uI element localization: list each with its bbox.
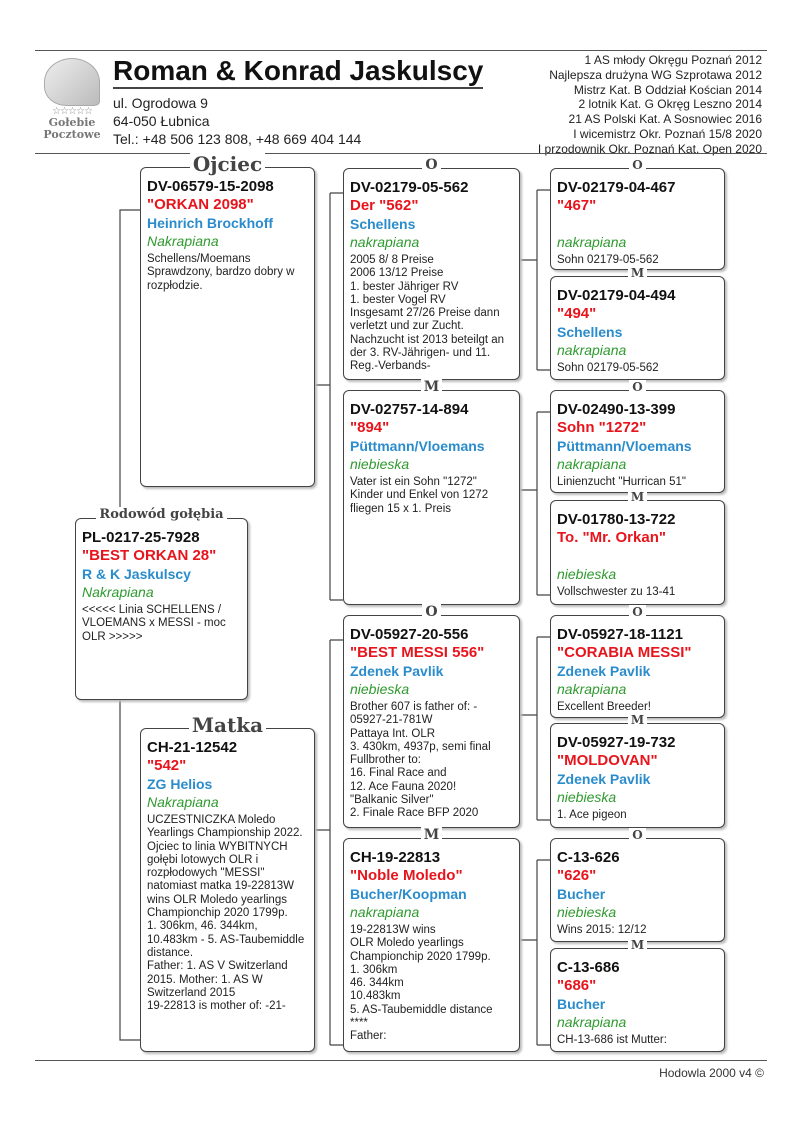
- pigeon-name: "467": [557, 197, 597, 214]
- card-label-text: M: [421, 827, 443, 843]
- card-label: [571, 379, 704, 395]
- pigeon-color: niebieska: [350, 456, 410, 472]
- pigeon-color: nakrapiana: [557, 456, 627, 472]
- card-label: [571, 827, 704, 843]
- pigeon-card-ffm: [550, 266, 725, 380]
- pigeon-breeder: Bucher: [557, 996, 606, 1012]
- card-label: [364, 157, 499, 173]
- pigeon-breeder: Zdenek Pavlik: [350, 663, 444, 679]
- pigeon-card-fm: [343, 379, 520, 605]
- stars-icon: ☆☆☆☆☆: [52, 106, 92, 117]
- card-label-text: O: [629, 158, 645, 172]
- award-item: 2 lotnik Kat. G Okręg Leszno 2014: [578, 97, 762, 112]
- card-label-text: Ojciec: [190, 152, 265, 176]
- award-item: Najlepsza drużyna WG Szprotawa 2012: [549, 67, 762, 82]
- card-label-text: Rodowód gołębia: [96, 507, 226, 522]
- card-label-text: O: [629, 380, 645, 394]
- pigeon-breeder: Püttmann/Vloemans: [557, 438, 692, 454]
- card-label-text: O: [629, 605, 645, 619]
- logo-text-1: Gołebie: [48, 116, 96, 129]
- pigeon-notes: UCZESTNICZKA Moledo Yearlings Championship 2022. Ojciec to linia WYBITNYCH gołębi lotowych OLR i rozpłodowych "MESSI" natomiast matka 19-22813W wins OLR Moledo yearlings Championchip 2020 1799p. 1. 306km, 46. 344km, 10.483km - 5. AS-Taubemiddle distance. Father: 1. AS V Switzerland 2015. Mother: 1. AS W Switzerland 2015 19-22813 is mother of: -21-: [147, 814, 305, 1013]
- footer-version: Hodowla 2000 v4 ©: [659, 1066, 764, 1080]
- pigeon-color: niebieska: [557, 566, 617, 582]
- card-label-text: O: [629, 828, 645, 842]
- card-label: [161, 152, 294, 176]
- pigeon-notes: CH-13-686 ist Mutter:: [557, 1034, 667, 1046]
- card-label-text: Matka: [189, 713, 266, 737]
- pigeon-name: To. "Mr. Orkan": [557, 529, 666, 546]
- pigeon-ring: PL-0217-25-7928: [82, 529, 200, 546]
- pigeon-card-mf: [343, 604, 520, 828]
- pigeon-ring: DV-02179-04-494: [557, 287, 676, 304]
- pigeon-notes: Brother 607 is father of: - 05927-21-781W Pattaya Int. OLR 3. 430km, 4937p, semi final Fullbrother to: 16. Final Race and 12. Ace Fauna 2020! "Balkanic Silver" 2. Finale Race BFP 2020: [350, 701, 491, 820]
- pigeon-color: Nakrapiana: [147, 233, 219, 249]
- pigeon-card-subject: [75, 507, 248, 700]
- pigeon-name: "MOLDOVAN": [557, 752, 658, 769]
- pigeon-notes: Vater ist ein Sohn "1272" Kinder und Enkel von 1272 fliegen 15 x 1. Preis: [350, 476, 489, 515]
- pigeon-name: "626": [557, 867, 597, 884]
- pigeon-name: "542": [147, 757, 187, 774]
- card-label-text: M: [628, 266, 647, 280]
- pigeon-ring: CH-19-22813: [350, 849, 441, 866]
- card-label: [364, 379, 499, 395]
- award-item: 1 AS młody Okręgu Poznań 2012: [584, 53, 762, 67]
- footer-divider: [35, 1060, 767, 1061]
- pigeon-notes: Sohn 02179-05-562: [557, 254, 659, 266]
- pigeon-color: nakrapiana: [557, 234, 627, 250]
- pigeon-color: nakrapiana: [557, 1014, 627, 1030]
- pigeon-color: niebieska: [557, 904, 617, 920]
- award-item: 21 AS Polski Kat. A Sosnowiec 2016: [568, 112, 762, 127]
- pigeon-card-mother: [140, 713, 315, 1052]
- pigeon-ring: DV-05927-19-732: [557, 734, 676, 751]
- pigeon-name: "BEST MESSI 556": [350, 644, 485, 661]
- card-label-text: O: [422, 157, 440, 173]
- pigeon-notes: Sohn 02179-05-562: [557, 362, 659, 374]
- pigeon-breeder: Schellens: [350, 216, 416, 232]
- pigeon-notes: <<<<< Linia SCHELLENS / VLOEMANS x MESSI - moc OLR >>>>>: [82, 604, 226, 643]
- breeder-title: Roman & Konrad Jaskulscy: [113, 54, 483, 89]
- pigeon-breeder: Bucher/Koopman: [350, 886, 467, 902]
- pigeon-name: "CORABIA MESSI": [557, 644, 692, 661]
- pigeon-notes: 19-22813W wins OLR Moledo yearlings Championchip 2020 1799p. 1. 306km 46. 344km 10.483km 5. AS-Taubemiddle distance **** Father:: [350, 924, 493, 1043]
- pigeon-notes: Excellent Breeder!: [557, 701, 651, 713]
- card-label: [364, 827, 499, 843]
- pigeon-breeder: Schellens: [557, 324, 623, 340]
- award-item: Mistrz Kat. B Oddział Kościan 2014: [573, 82, 762, 97]
- pigeon-color: nakrapiana: [350, 904, 420, 920]
- pigeon-notes: 1. Ace pigeon: [557, 809, 627, 821]
- pigeon-name: "686": [557, 977, 597, 994]
- pigeon-breeder: R & K Jaskulscy: [82, 566, 191, 582]
- pigeon-card-fff: [550, 158, 725, 270]
- pigeon-name: Sohn "1272": [557, 419, 647, 436]
- pigeon-color: nakrapiana: [557, 681, 627, 697]
- pigeon-name: "BEST ORKAN 28": [82, 547, 217, 564]
- card-label: [571, 265, 704, 281]
- pigeon-name: "494": [557, 305, 597, 322]
- pigeon-card-father: [140, 152, 315, 487]
- card-label: [571, 712, 704, 728]
- card-label-text: M: [628, 938, 647, 952]
- pigeon-color: niebieska: [557, 789, 617, 805]
- award-item: I wicemistrz Okr. Poznań 15/8 2020: [573, 126, 762, 141]
- pigeon-breeder: Zdenek Pavlik: [557, 663, 651, 679]
- pigeon-color: niebieska: [350, 681, 410, 697]
- pigeon-card-fmf: [550, 380, 725, 493]
- pigeon-breeder: Zdenek Pavlik: [557, 771, 651, 787]
- pigeon-name: Der "562": [350, 197, 419, 214]
- pigeon-color: Nakrapiana: [147, 794, 219, 810]
- pigeon-notes: Schellens/Moemans Sprawdzony, bardzo dobry w rozpłodzie.: [147, 253, 295, 292]
- pigeon-ring: DV-06579-15-2098: [147, 178, 274, 195]
- pigeon-breeder: [557, 547, 718, 565]
- pigeon-breeder: Püttmann/Vloemans: [350, 438, 485, 454]
- pigeon-ring: C-13-626: [557, 849, 620, 866]
- card-label-text: M: [421, 379, 443, 395]
- pigeon-ring: C-13-686: [557, 959, 620, 976]
- card-label: [571, 157, 704, 173]
- card-label: [571, 604, 704, 620]
- pigeon-name: "894": [350, 419, 390, 436]
- pigeon-ring: CH-21-12542: [147, 739, 238, 756]
- pigeon-card-fmm: [550, 490, 725, 605]
- card-label-text: O: [422, 604, 440, 620]
- pigeon-ring: DV-02490-13-399: [557, 401, 676, 418]
- pigeon-ring: DV-05927-18-1121: [557, 626, 683, 643]
- pigeon-ring: DV-02179-04-467: [557, 179, 676, 196]
- card-label: [96, 507, 227, 523]
- pigeon-ring: DV-01780-13-722: [557, 511, 676, 528]
- pigeon-breeder: Heinrich Brockhoff: [147, 215, 274, 231]
- pigeon-notes: Vollschwester zu 13-41: [557, 586, 676, 598]
- card-label-text: M: [628, 490, 647, 504]
- pigeon-color: nakrapiana: [350, 234, 420, 250]
- address-street: ul. Ogrodowa 9: [113, 95, 208, 111]
- pigeon-card-ff: [343, 157, 520, 380]
- pigeon-breeder: ZG Helios: [147, 776, 213, 792]
- pigeon-card-mm: [343, 827, 520, 1052]
- pigeon-notes: Wins 2015: 12/12: [557, 924, 647, 936]
- pigeon-card-mmf: [550, 828, 725, 942]
- pigeon-name: "Noble Moledo": [350, 867, 463, 884]
- address-city: 64-050 Łubnica: [113, 113, 210, 129]
- award-item: I przodownik Okr. Poznań Kat. Open 2020: [537, 141, 762, 156]
- pigeon-color: Nakrapiana: [82, 584, 154, 600]
- pigeon-card-mff: [550, 605, 725, 718]
- logo-text-2: Pocztowe: [43, 128, 101, 141]
- pigeon-name: "ORKAN 2098": [147, 196, 254, 213]
- card-label: [161, 713, 294, 737]
- pigeon-breeder: Bucher: [557, 886, 606, 902]
- pigeon-notes: Linienzucht "Hurrican 51": [557, 476, 686, 488]
- phone: Tel.: +48 506 123 808, +48 669 404 144: [113, 131, 362, 147]
- card-label: [571, 489, 704, 505]
- pigeon-color: nakrapiana: [557, 342, 627, 358]
- card-label: [364, 604, 499, 620]
- pigeon-ring: DV-05927-20-556: [350, 626, 469, 643]
- pigeon-breeder: [557, 215, 718, 233]
- card-label: [571, 937, 704, 953]
- card-label-text: M: [628, 713, 647, 727]
- pigeon-card-mfm: [550, 713, 725, 828]
- pigeon-notes: 2005 8/ 8 Preise 2006 13/12 Preise 1. bester Jähriger RV 1. bester Vogel RV Insgesamt 27/26 Preise dann verletzt und zur Zucht. Nachzucht ist 2013 beteilgt an der 3. RV-Jährigen- und 11. Reg.-Verbands-: [350, 254, 505, 373]
- pigeon-ring: DV-02757-14-894: [350, 401, 469, 418]
- pigeon-ring: DV-02179-05-562: [350, 179, 469, 196]
- pigeon-card-mmm: [550, 938, 725, 1052]
